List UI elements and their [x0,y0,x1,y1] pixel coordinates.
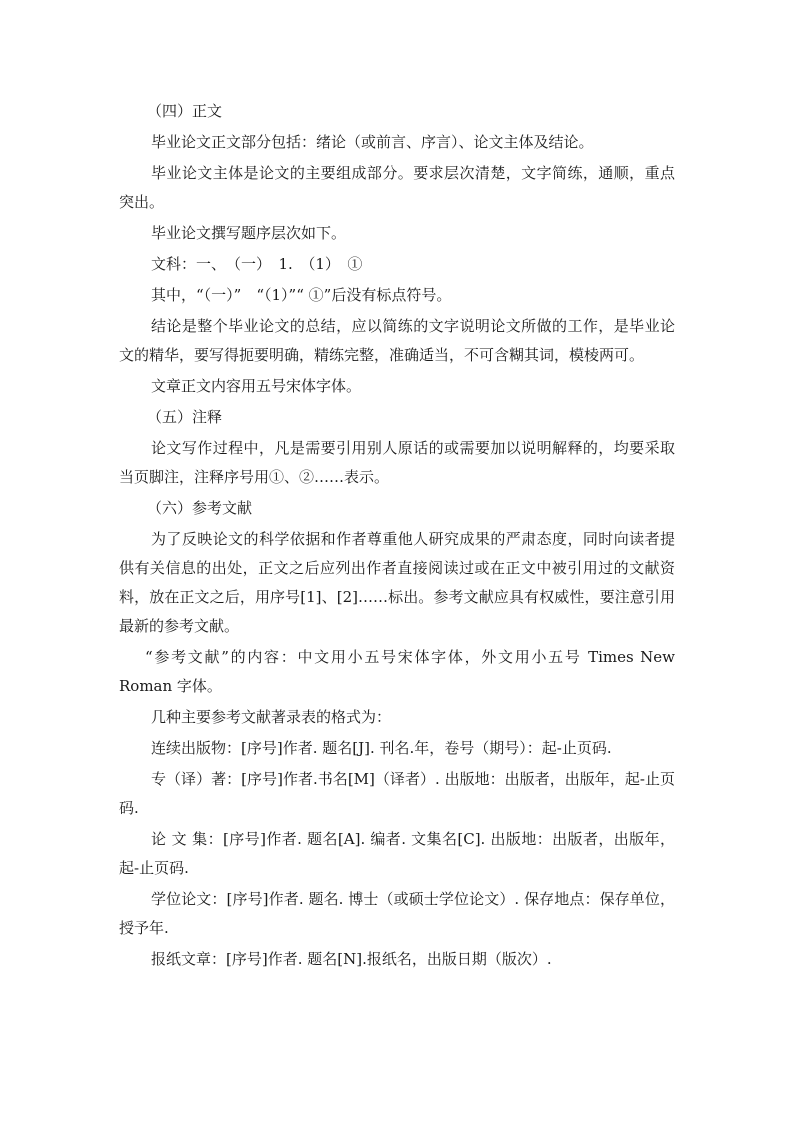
paragraph: 其中，“（一）” “（1）”“ ①”后没有标点符号。 [151,286,452,304]
paragraph: 毕业论文主体是论文的主要组成部分。要求层次清楚，文字简练，通顺，重点突出。 [119,164,675,211]
section-heading-references: （六）参考文献 [147,499,253,517]
paragraph: 文章正文内容用五号宋体字体。 [151,377,362,395]
paragraph: 为了反映论文的科学依据和作者尊重他人研究成果的严肃态度，同时向读者提供有关信息的出处，正文之后应列出作者直接阅读过或在正文中被引用过的文献资料，放在正文之后，用序号[1]、[2]……标出。参考文献应具有权威性，要注意引用最新的参考文献。 [119,530,675,635]
paragraph: 几种主要参考文献著录表的格式为： [151,708,392,726]
paragraph: 结论是整个毕业论文的总结，应以简练的文字说明论文所做的工作，是毕业论文的精华，要写得扼要明确，精练完整，准确适当，不可含糊其词，模棱两可。 [119,317,675,364]
section-heading-body: （四）正文 [147,102,223,120]
reference-format-monograph: 专（译）著：[序号]作者.书名[M]（译者）. 出版地：出版者，出版年，起-止页码. [119,770,675,817]
paragraph: 毕业论文正文部分包括：绪论（或前言、序言）、论文主体及结论。 [151,133,594,151]
paragraph: “参考文献”的内容：中文用小五号宋体字体，外文用小五号 Times New Roman 字体。 [119,648,675,695]
reference-format-journal: 连续出版物：[序号]作者. 题名[J]. 刊名.年，卷号（期号）：起-止页码. [151,739,612,757]
paragraph: 毕业论文撰写题序层次如下。 [151,224,347,242]
reference-format-thesis: 学位论文：[序号]作者. 题名. 博士（或硕士学位论文）. 保存地点：保存单位，授予年. [119,890,675,937]
reference-format-proceedings: 论 文 集：[序号]作者. 题名[A]. 编者. 文集名[C]. 出版地：出版者，出版年，起-止页码. [119,830,675,877]
paragraph: 论文写作过程中，凡是需要引用别人原话的或需要加以说明解释的，均要采取当页脚注，注释序号用①、②……表示。 [119,439,675,486]
document-body [119,97,675,976]
reference-format-newspaper: 报纸文章：[序号]作者. 题名[N].报纸名，出版日期（版次）. [151,950,552,968]
numbering-example: 文科：一、 （一） 1. （1） ① [151,255,363,273]
section-heading-notes: （五）注释 [147,408,223,426]
